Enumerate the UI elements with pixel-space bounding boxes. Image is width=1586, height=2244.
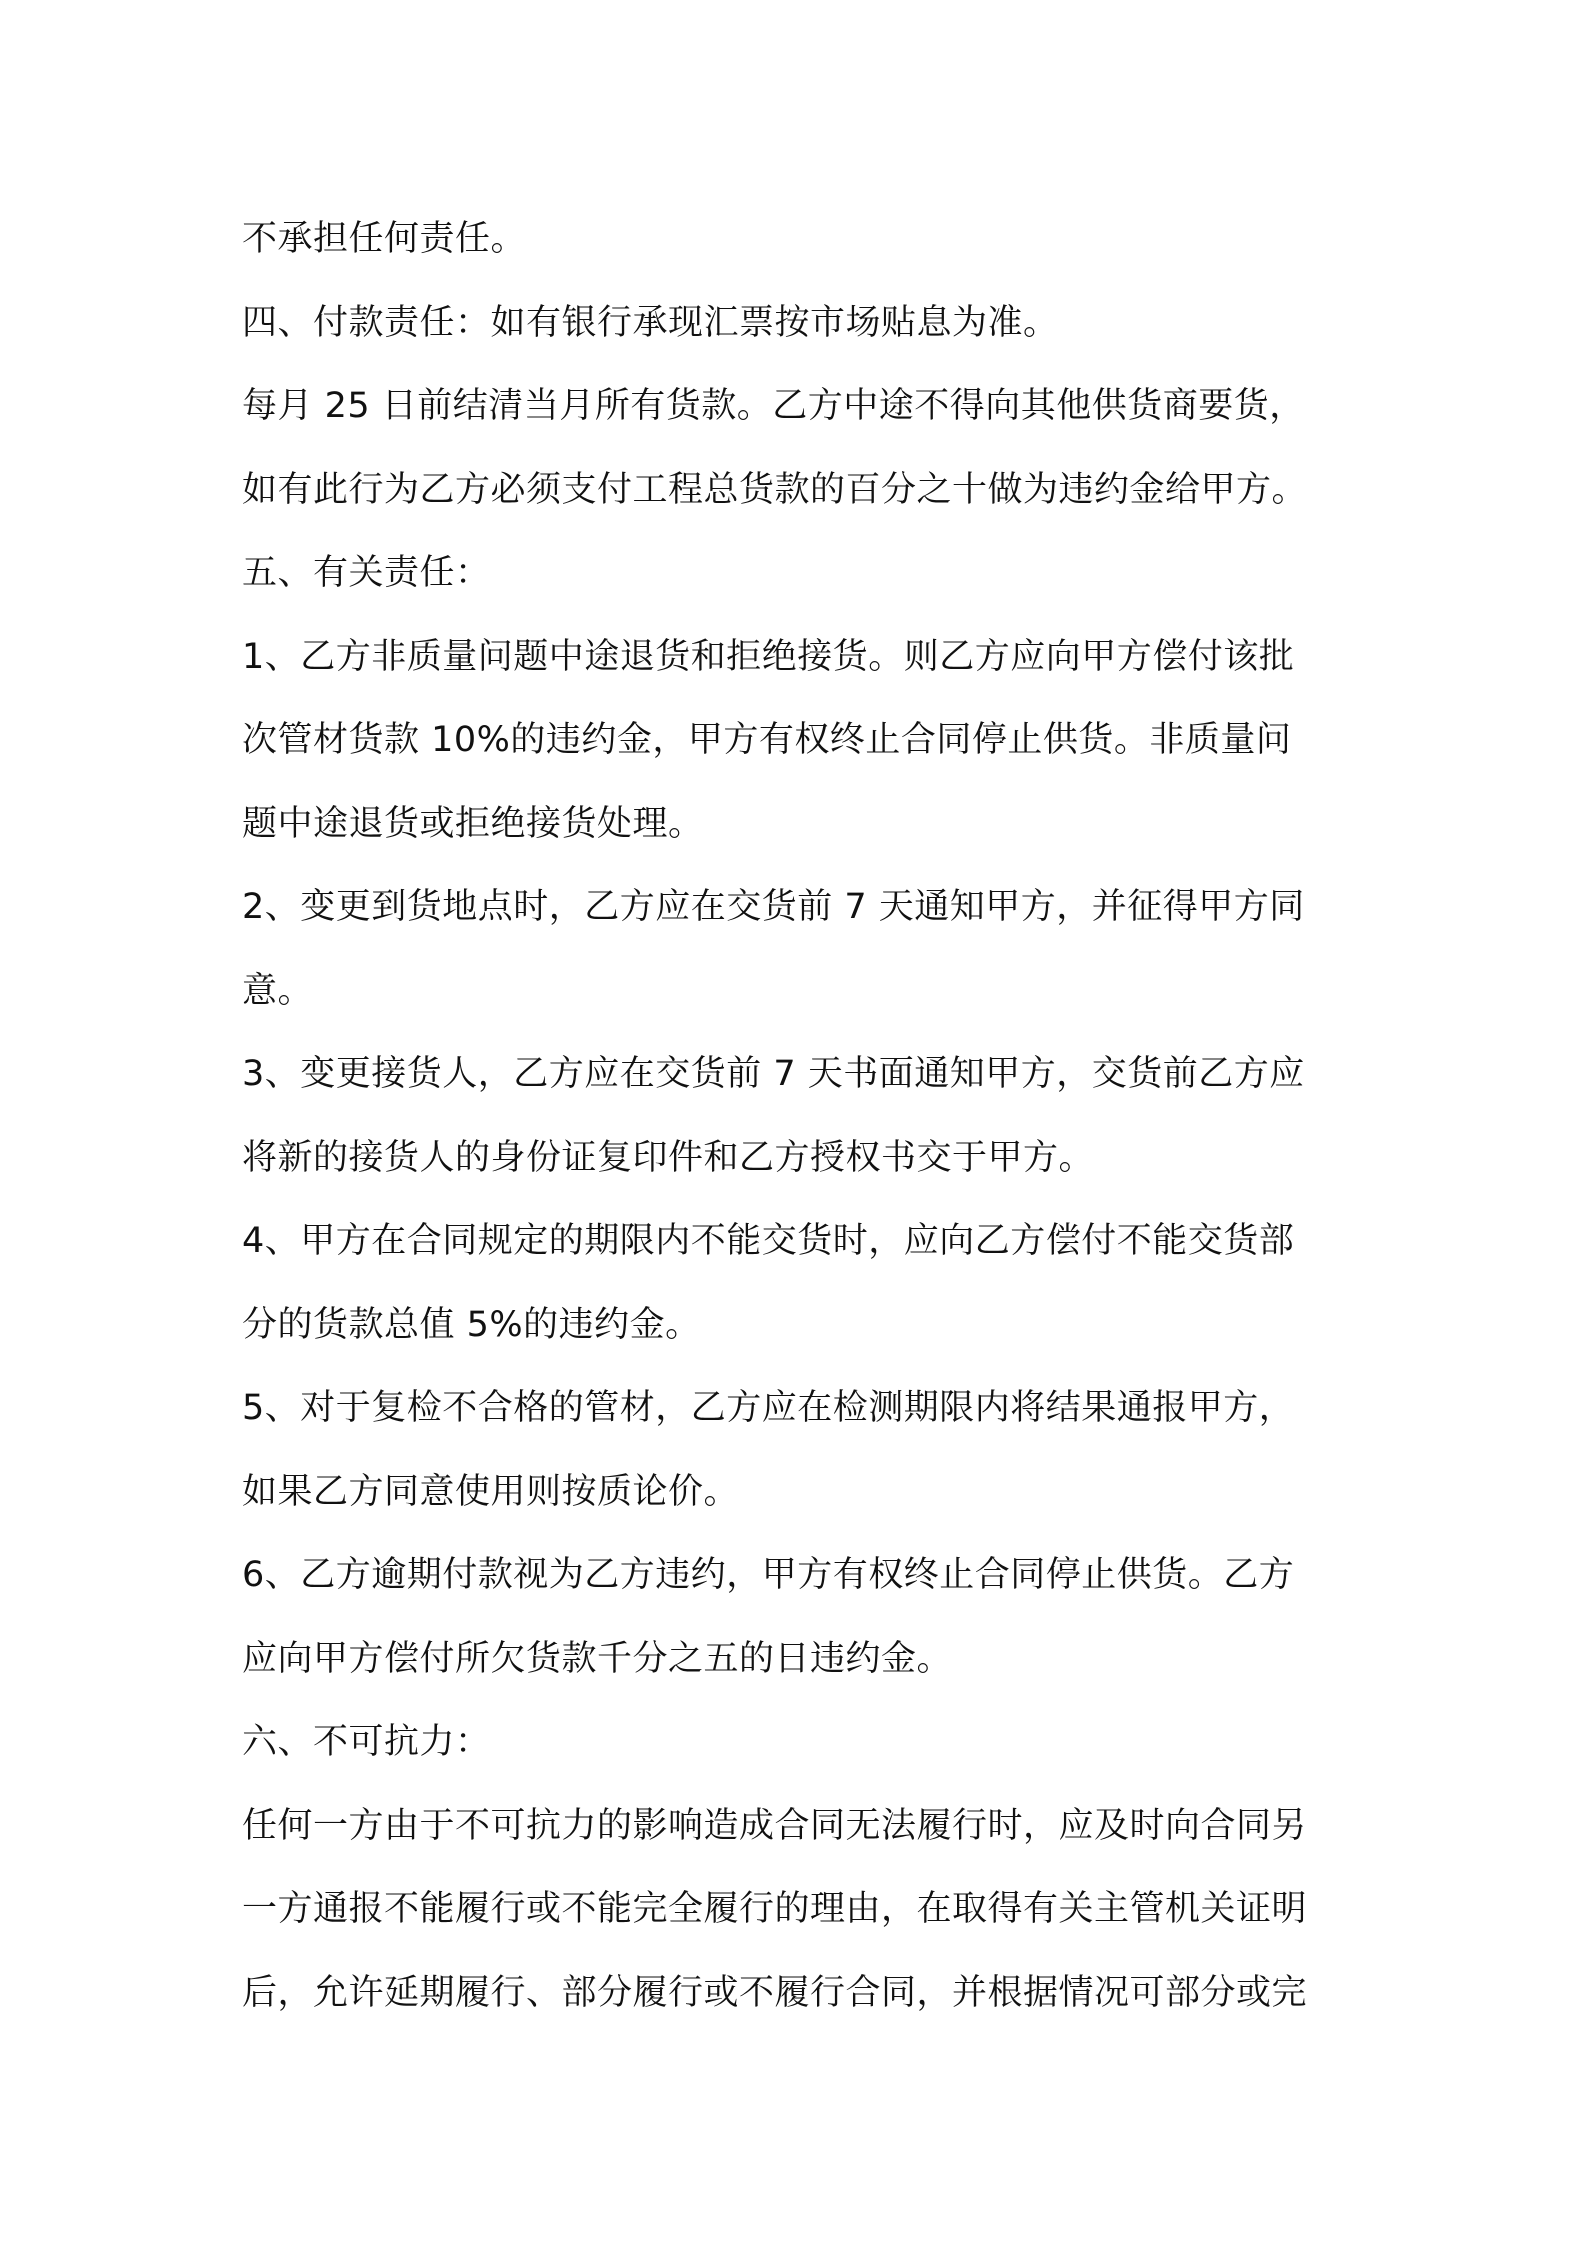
clause-6-force-majeure-heading: 六、不可抗力： [242,1722,491,1762]
clause-5-responsibility-heading: 五、有关责任： [242,553,491,593]
force-majeure-line-2: 一方通报不能履行或不能完全履行的理由，在取得有关主管机关证明 [242,1889,1308,1929]
clause-4-payment-heading: 四、付款责任：如有银行承现汇票按市场贴息为准。 [242,302,1059,343]
item-2-line-2: 意。 [242,970,314,1011]
force-majeure-line-1: 任何一方由于不可抗力的影响造成合同无法履行时，应及时向合同另 [242,1805,1308,1846]
item-4-line-2: 分的货款总值 5%的违约金。 [242,1304,701,1345]
item-1-line-3: 题中途退货或拒绝接货处理。 [242,803,704,844]
text-line-01: 不承担任何责任。 [242,219,527,259]
item-4-line-1: 4、甲方在合同规定的期限内不能交货时，应向乙方偿付不能交货部 [242,1221,1295,1261]
item-3-line-1: 3、变更接货人，乙方应在交货前 7 天书面通知甲方，交货前乙方应 [242,1054,1305,1094]
contract-text-body [242,198,1362,2035]
item-3-line-2: 将新的接货人的身份证复印件和乙方授权书交于甲方。 [242,1137,1095,1178]
text-line-04: 如有此行为乙方必须支付工程总货款的百分之十做为违约金给甲方。 [242,469,1308,510]
item-6-line-1: 6、乙方逾期付款视为乙方违约，甲方有权终止合同停止供货。乙方 [242,1555,1295,1595]
item-1-line-1: 1、乙方非质量问题中途退货和拒绝接货。则乙方应向甲方偿付该批 [242,636,1295,677]
item-5-line-2: 如果乙方同意使用则按质论价。 [242,1471,740,1512]
item-5-line-1: 5、对于复检不合格的管材，乙方应在检测期限内将结果通报甲方， [242,1388,1295,1428]
text-line-03: 每月 25 日前结清当月所有货款。乙方中途不得向其他供货商要货， [242,386,1305,426]
force-majeure-line-3: 后，允许延期履行、部分履行或不履行合同，并根据情况可部分或完 [242,1972,1308,2013]
item-6-line-2: 应向甲方偿付所欠货款千分之五的日违约金。 [242,1638,953,1679]
item-2-line-1: 2、变更到货地点时，乙方应在交货前 7 天通知甲方，并征得甲方同 [242,887,1305,927]
item-1-line-2: 次管材货款 10%的违约金，甲方有权终止合同停止供货。非质量问 [242,720,1292,760]
